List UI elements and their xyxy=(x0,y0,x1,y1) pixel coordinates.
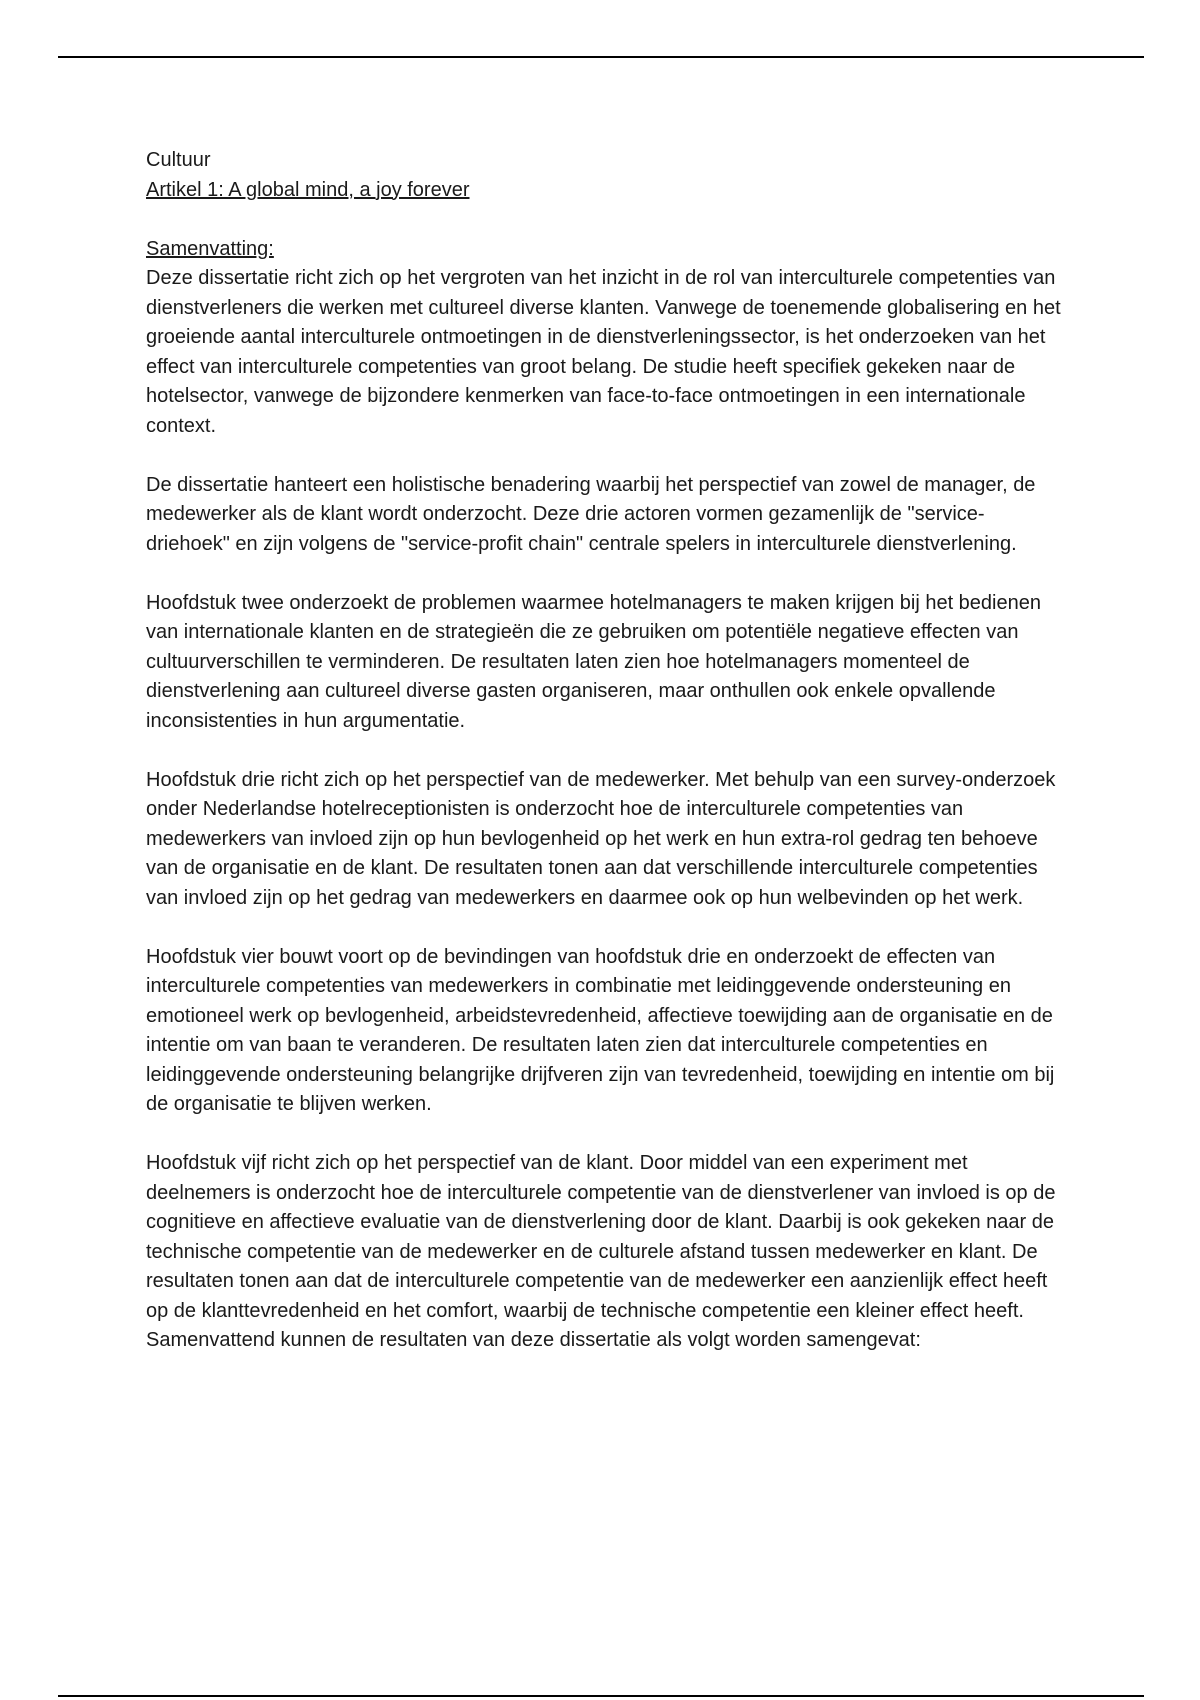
header-rule xyxy=(58,56,1144,58)
spacer xyxy=(146,205,1066,235)
summary-paragraph-6: Hoofdstuk vijf richt zich op het perspectief van de klant. Door middel van een experiment met deelnemers is onderzocht hoe de interculturele competentie van de dienstverlener van invloed is op de cognitieve en affectieve evaluatie van de dienstverlening door de klant. Daarbij is ook gekeken naar de technische competentie van de medewerker en de culturele afstand tussen medewerker en klant. De resultaten tonen aan dat de interculturele competentie van de medewerker een aanzienlijk effect heeft op de klanttevredenheid en het comfort, waarbij de technische competentie een kleiner effect heeft. xyxy=(146,1152,1056,1322)
footer-rule xyxy=(58,1695,1144,1697)
document-body xyxy=(146,146,1066,1356)
summary-paragraph-1: Deze dissertatie richt zich op het vergroten van het inzicht in de rol van interculturele competenties van dienstverleners die werken met cultureel diverse klanten. Vanwege de toenemende globalisering en het groeiende aantal interculturele ontmoetingen in de dienstverleningssector, is het onderzoeken van het effect van interculturele competenties van groot belang. De studie heeft specifiek gekeken naar de hotelsector, vanwege de bijzondere kenmerken van face-to-face ontmoetingen in een internationale context. xyxy=(146,267,1061,437)
summary-paragraph-2: De dissertatie hanteert een holistische benadering waarbij het perspectief van zowel de manager, de medewerker als de klant wordt onderzocht. Deze drie actoren vormen gezamenlijk de "service-driehoek" en zijn volgens de "service-profit chain" centrale spelers in interculturele dienstverlening. xyxy=(146,473,1036,555)
summary-label: Samenvatting: xyxy=(146,237,274,260)
article-title: Artikel 1: A global mind, a joy forever xyxy=(146,178,470,201)
document-category: Cultuur xyxy=(146,149,211,171)
summary-paragraph-3: Hoofdstuk twee onderzoekt de problemen waarmee hotelmanagers te maken krijgen bij het bedienen van internationale klanten en de strategieën die ze gebruiken om potentiële negatieve effecten van cultuurverschillen te verminderen. De resultaten laten zien hoe hotelmanagers momenteel de dienstverlening aan cultureel diverse gasten organiseren, maar onthullen ook enkele opvallende inconsistenties in hun argumentatie. xyxy=(146,591,1041,732)
summary-paragraph-4: Hoofdstuk drie richt zich op het perspectief van de medewerker. Met behulp van een survey-onderzoek onder Nederlandse hotelreceptionisten is onderzocht hoe de interculturele competenties van medewerkers van invloed zijn op hun bevlogenheid op het werk en hun extra-rol gedrag ten behoeve van de organisatie en de klant. De resultaten tonen aan dat verschillende interculturele competenties van invloed zijn op het gedrag van medewerkers en daarmee ook op hun welbevinden op het werk. xyxy=(146,768,1056,909)
summary-paragraph-5: Hoofdstuk vier bouwt voort op de bevindingen van hoofdstuk drie en onderzoekt de effecten van interculturele competenties van medewerkers in combinatie met leidinggevende ondersteuning en emotioneel werk op bevlogenheid, arbeidstevredenheid, affectieve toewijding aan de organisatie en de intentie om van baan te veranderen. De resultaten laten zien dat interculturele competenties en leidinggevende ondersteuning belangrijke drijfveren zijn van tevredenheid, toewijding en intentie om bij de organisatie te blijven werken. xyxy=(146,945,1055,1115)
closing-line: Samenvattend kunnen de resultaten van deze dissertatie als volgt worden samengevat: xyxy=(146,1329,921,1351)
